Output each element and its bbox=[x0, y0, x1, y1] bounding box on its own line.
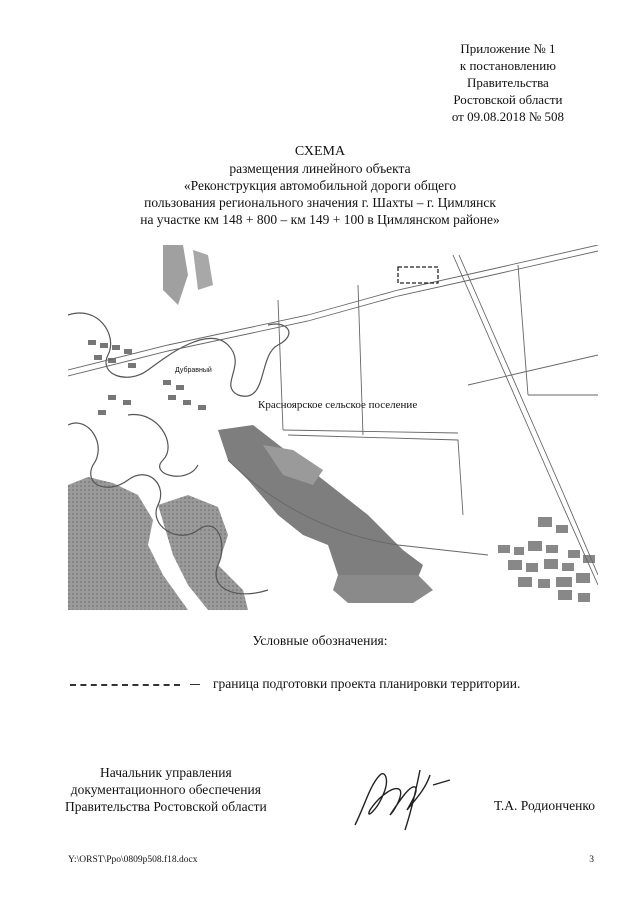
appendix-line: Правительства bbox=[467, 75, 549, 90]
position-line: Начальник управления bbox=[100, 765, 232, 780]
highway bbox=[68, 245, 598, 370]
page-number: 3 bbox=[589, 855, 594, 865]
railway bbox=[453, 255, 598, 585]
signer-name: Т.А. Родионченко bbox=[494, 798, 595, 813]
forest-area bbox=[218, 425, 423, 590]
river bbox=[128, 415, 198, 477]
position-line: Правительства Ростовской области bbox=[65, 799, 267, 814]
scheme-map bbox=[68, 245, 598, 610]
legend-entry-text: граница подготовки проекта планировки территории. bbox=[213, 676, 521, 691]
appendix-line: Ростовской области bbox=[453, 92, 563, 107]
place-label: Дубравный bbox=[175, 367, 212, 374]
field-boundary bbox=[468, 355, 598, 385]
appendix-line: Приложение № 1 bbox=[460, 41, 556, 56]
title-line: «Реконструкция автомобильной дороги общего bbox=[183, 178, 457, 193]
title-line: размещения линейного объекта bbox=[229, 161, 411, 176]
map-drawing bbox=[68, 245, 598, 610]
field-boundary bbox=[518, 265, 528, 395]
field-boundary bbox=[283, 430, 458, 433]
appendix-line: от 09.08.2018 № 508 bbox=[451, 109, 564, 124]
document-title bbox=[0, 143, 640, 228]
forest-area bbox=[193, 250, 213, 290]
title-line: пользования регионального значения г. Шахты – г. Цимлянск bbox=[144, 195, 496, 210]
dashed-line-symbol bbox=[70, 684, 180, 686]
legend-entry bbox=[70, 676, 610, 696]
project-boundary bbox=[398, 267, 438, 283]
file-path: Y:\ORST\Ppo\0809p508.f18.docx bbox=[68, 855, 198, 865]
handwritten-signature bbox=[345, 755, 455, 835]
settlement-label: Красноярское сельское поселение bbox=[258, 399, 418, 411]
forest-area bbox=[163, 245, 188, 305]
legend-title: Условные обозначения: bbox=[252, 633, 388, 648]
signature-position bbox=[65, 764, 267, 815]
title-line: на участке км 148 + 800 – км 149 + 100 в Цимлянском районе» bbox=[140, 212, 500, 227]
appendix-line: к постановлению bbox=[459, 58, 556, 73]
title-line: СХЕМА bbox=[294, 144, 346, 159]
position-line: документационного обеспечения bbox=[70, 782, 261, 797]
forest-area bbox=[333, 575, 433, 603]
field-boundary bbox=[358, 285, 363, 435]
railway bbox=[459, 255, 598, 575]
appendix-block bbox=[452, 40, 564, 125]
dash-symbol bbox=[190, 684, 200, 685]
river bbox=[68, 313, 289, 396]
